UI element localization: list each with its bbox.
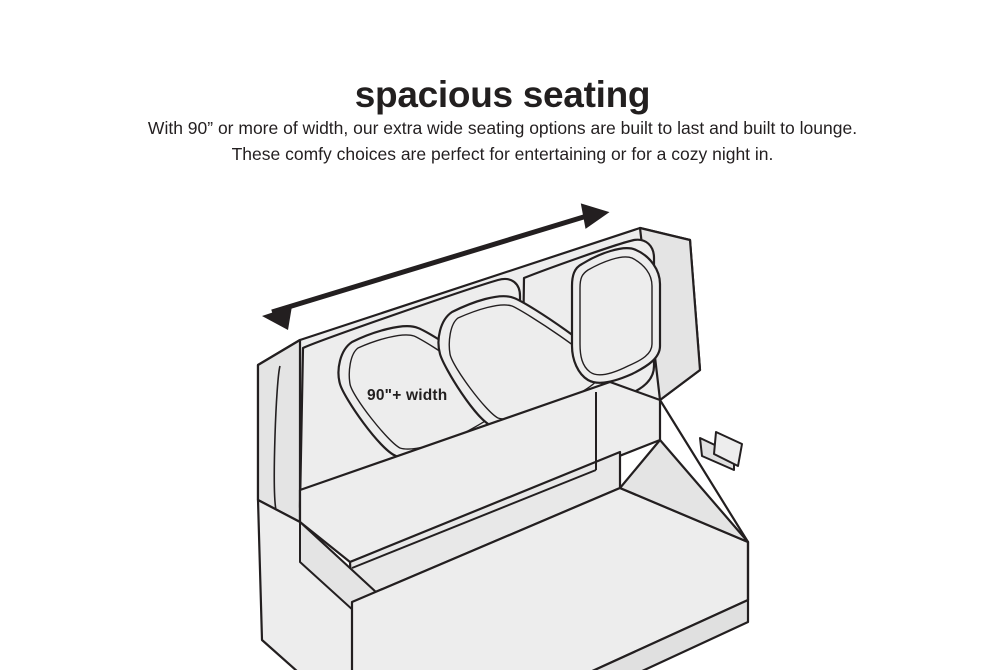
page-title: spacious seating [354,73,651,115]
description-line-2: These comfy choices are perfect for entertaining or for a cozy night in. [231,144,774,165]
sofa-line-drawing-svg [0,170,1005,670]
description-line-1: With 90” or more of width, our extra wide seating options are built to last and built to lounge. [147,118,858,138]
page-description [0,115,1005,168]
sofa-illustration [0,170,1005,670]
dimension-label: 90"+ width [367,387,448,404]
throw-pillow-right [572,248,660,383]
